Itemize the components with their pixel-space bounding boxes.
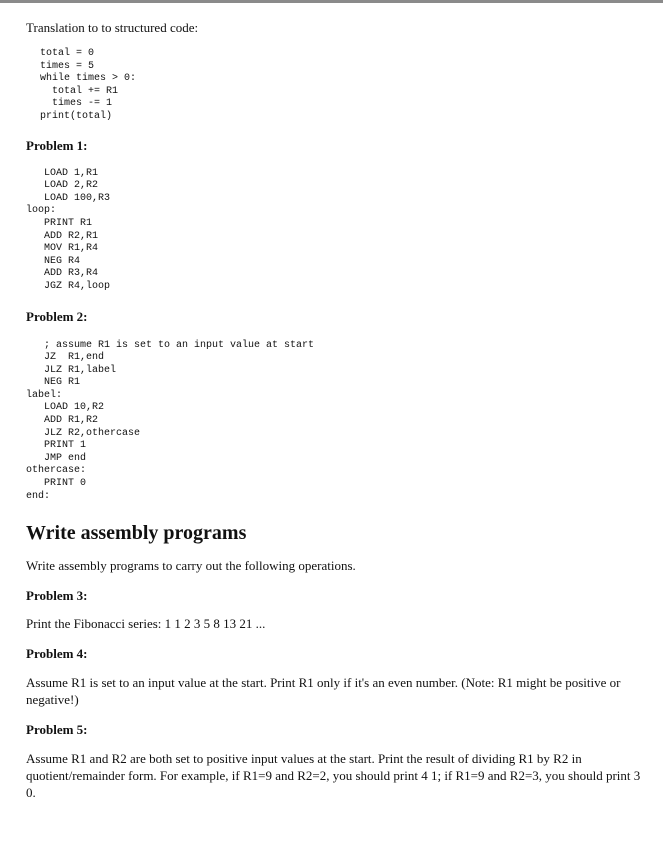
problem-1-heading: Problem 1: <box>26 137 88 153</box>
section-intro-text: Write assembly programs to carry out the following operations. <box>26 558 356 574</box>
structured-code-block: total = 0 times = 5 while times > 0: total += R1 times -= 1 print(total) <box>40 48 137 122</box>
problem-4-text: Assume R1 is set to an input value at the start. Print R1 only if it's an even number. (Note: R1 might be positive or negative!) <box>26 675 621 708</box>
problem-3-heading: Problem 3: <box>26 588 88 604</box>
problem-5-heading: Problem 5: <box>26 722 88 738</box>
top-border <box>0 0 663 3</box>
problem-2-code-block: ; assume R1 is set to an input value at start JZ R1,end JLZ R1,label NEG R1 label: LOAD 10,R2 ADD R1,R2 JLZ R2,othercase PRINT 1 JMP end othercase: PRINT 0 end: <box>26 339 315 502</box>
problem-4-heading: Problem 4: <box>26 646 88 662</box>
problem-5-text: Assume R1 and R2 are both set to positive input values at the start. Print the result of dividing R1 by R2 in quotient/remainder form. For example, if R1=9 and R2=2, you should print 4 1; if R1=9 and R2=3, you should print 3 0. <box>26 751 641 801</box>
document-page <box>26 13 646 801</box>
problem-1-code-block: LOAD 1,R1 LOAD 2,R2 LOAD 100,R3 loop: PRINT R1 ADD R2,R1 MOV R1,R4 NEG R4 ADD R3,R4 JGZ R4,loop <box>26 167 111 292</box>
section-heading: Write assembly programs <box>26 522 247 545</box>
problem-2-heading: Problem 2: <box>26 308 88 324</box>
problem-3-text: Print the Fibonacci series: 1 1 2 3 5 8 13 21 ... <box>26 616 266 632</box>
intro-text: Translation to to structured code: <box>26 20 199 35</box>
